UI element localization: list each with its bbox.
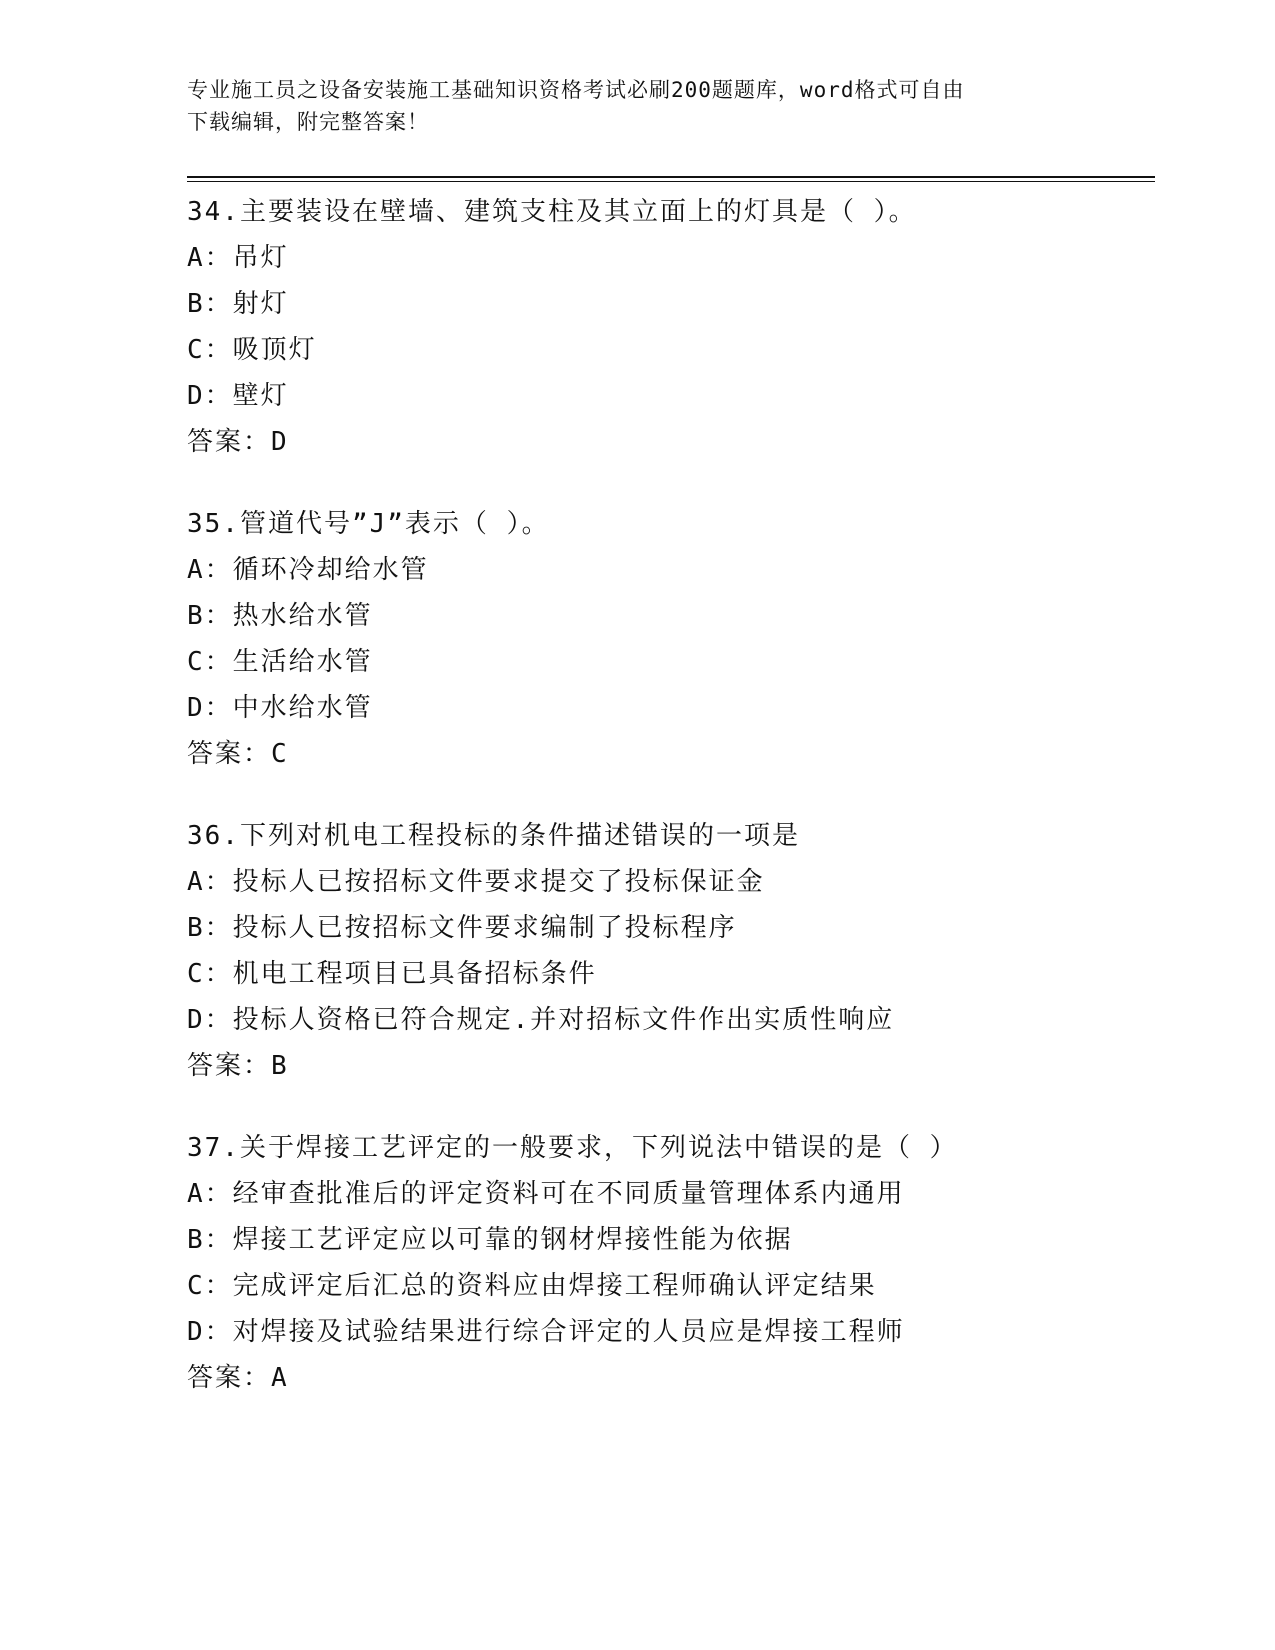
- question-stem: 35.管道代号”J”表示（ ）。: [187, 509, 550, 539]
- option-b: B：热水给水管: [187, 601, 373, 631]
- header-title-line-2: 下载编辑，附完整答案！: [187, 110, 429, 134]
- option-b: B：焊接工艺评定应以可靠的钢材焊接性能为依据: [187, 1225, 793, 1255]
- option-c: C：机电工程项目已具备招标条件: [187, 959, 597, 989]
- option-b: B：投标人已按招标文件要求编制了投标程序: [187, 913, 737, 943]
- option-d: D：中水给水管: [187, 693, 373, 723]
- question-stem: 36.下列对机电工程投标的条件描述错误的一项是: [187, 821, 800, 851]
- option-c: C：生活给水管: [187, 647, 373, 677]
- header-title-line-1: 专业施工员之设备安装施工基础知识资格考试必刷200题题库，word格式可自由: [187, 78, 965, 102]
- answer-line: 答案：D: [187, 427, 289, 457]
- answer-line: 答案：C: [187, 739, 289, 769]
- question-35: [187, 501, 1155, 777]
- answer-line: 答案：A: [187, 1363, 289, 1393]
- option-d: D：投标人资格已符合规定.并对招标文件作出实质性响应: [187, 1005, 895, 1035]
- option-a: A：经审查批准后的评定资料可在不同质量管理体系内通用: [187, 1179, 905, 1209]
- option-a: A：投标人已按招标文件要求提交了投标保证金: [187, 867, 765, 897]
- document-header: [187, 74, 1077, 138]
- answer-line: 答案：B: [187, 1051, 289, 1081]
- option-d: D：对焊接及试验结果进行综合评定的人员应是焊接工程师: [187, 1317, 905, 1347]
- option-b: B：射灯: [187, 289, 289, 319]
- question-stem: 34.主要装设在壁墙、建筑支柱及其立面上的灯具是（ ）。: [187, 197, 917, 227]
- question-37: [187, 1125, 1155, 1401]
- option-a: A：循环冷却给水管: [187, 555, 429, 585]
- question-36: [187, 813, 1155, 1089]
- question-34: [187, 189, 1155, 465]
- option-d: D：壁灯: [187, 381, 289, 411]
- option-a: A：吊灯: [187, 243, 289, 273]
- option-c: C：吸顶灯: [187, 335, 317, 365]
- question-stem: 37.关于焊接工艺评定的一般要求，下列说法中错误的是（ ）: [187, 1133, 958, 1163]
- header-divider-thin: [187, 181, 1155, 182]
- header-divider-thick: [187, 176, 1155, 178]
- question-list: [187, 189, 1155, 1437]
- option-c: C：完成评定后汇总的资料应由焊接工程师确认评定结果: [187, 1271, 877, 1301]
